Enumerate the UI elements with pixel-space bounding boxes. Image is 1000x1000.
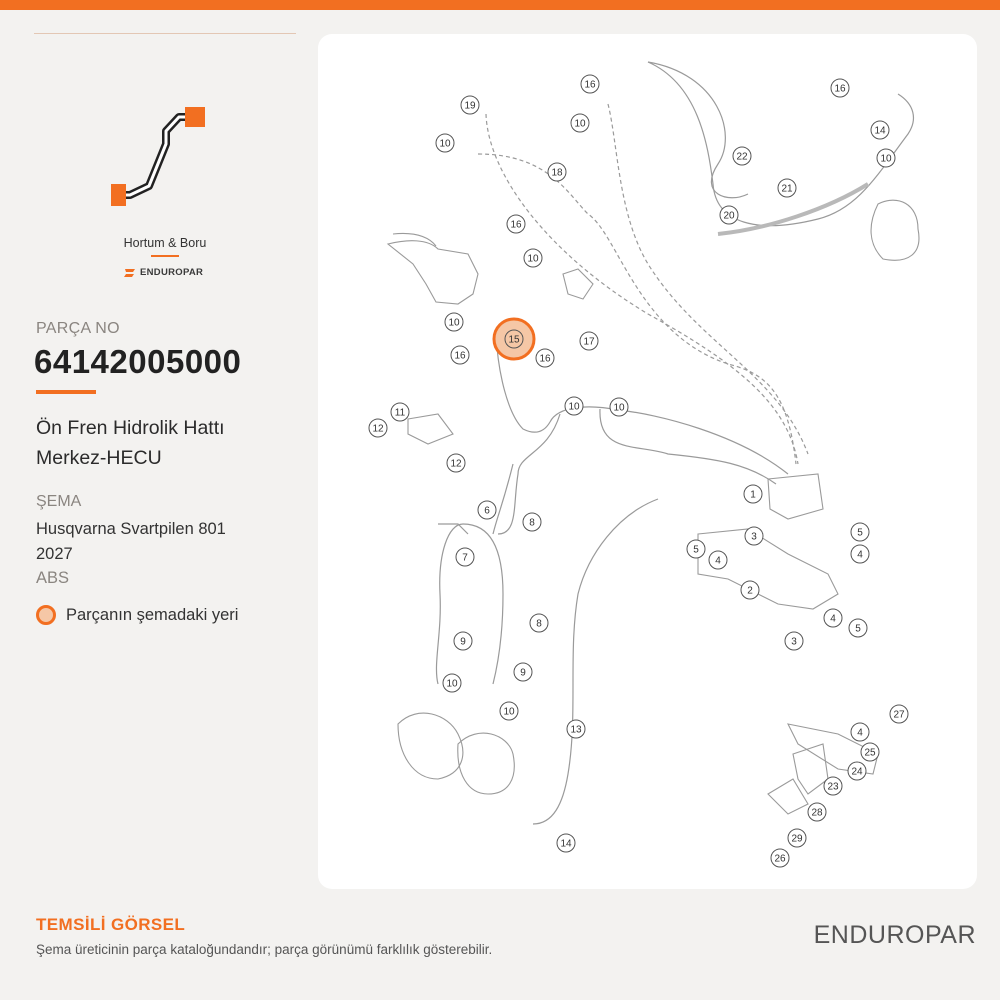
callout-label: 3	[791, 636, 797, 648]
brand-mini	[124, 267, 203, 278]
callout-label: 15	[508, 334, 520, 346]
callout-label: 8	[536, 618, 542, 630]
category-label: Hortum & Boru	[123, 236, 207, 250]
callout-label: 18	[551, 167, 563, 179]
callout-label: 19	[464, 100, 476, 112]
schema-model-line-1: Husqvarna Svartpilen 801	[36, 520, 226, 538]
callout-label: 8	[529, 517, 535, 529]
callout-label: 28	[811, 807, 823, 819]
callout-label: 4	[715, 555, 721, 567]
callout-label: 23	[827, 781, 839, 793]
callout-label: 5	[857, 527, 863, 539]
part-number: 64142005000	[34, 343, 242, 380]
callout-label: 4	[857, 727, 863, 739]
callout-label: 20	[723, 210, 735, 222]
callout-label: 16	[834, 83, 846, 95]
brake-line-hecu-b	[600, 409, 776, 484]
hecu-unit	[768, 474, 823, 519]
callout-label: 14	[560, 838, 572, 850]
part-name-line-1: Ön Fren Hidrolik Hattı	[36, 417, 225, 439]
component-outlines	[388, 200, 919, 814]
callout-label: 16	[510, 219, 522, 231]
legend	[36, 605, 238, 625]
callout-label: 11	[394, 407, 406, 419]
callout-label: 17	[583, 336, 595, 348]
callout-label: 10	[568, 401, 580, 413]
callout-label: 1	[750, 489, 756, 501]
highlight-marker-icon	[36, 605, 56, 625]
part-number-label: PARÇA NO	[36, 320, 120, 337]
callout-label: 12	[450, 458, 462, 470]
footer-brand: ENDUROPAR	[813, 921, 976, 949]
schema-label: ŞEMA	[36, 493, 82, 510]
rear-hose-13	[533, 499, 658, 824]
callout-label: 6	[484, 505, 490, 517]
part-name-line-2: Merkez-HECU	[36, 447, 162, 469]
callout-label: 25	[864, 747, 876, 759]
exploded-view-diagram	[318, 34, 977, 889]
callout-group	[369, 75, 908, 867]
callout-label: 10	[574, 118, 586, 130]
hose-clamp-11	[408, 414, 453, 444]
callout-label: 4	[830, 613, 836, 625]
callout-label: 10	[503, 706, 515, 718]
schema-model	[36, 517, 298, 567]
callout-label: 22	[736, 151, 748, 163]
parts-diagram[interactable]	[318, 34, 977, 889]
callout-label: 5	[693, 544, 699, 556]
schema-variant: ABS	[36, 569, 70, 587]
brake-line-dashed-a	[486, 114, 798, 464]
category-underline	[151, 255, 179, 257]
callout-label: 2	[747, 585, 753, 597]
callout-label: 21	[781, 183, 793, 195]
brand-logo-icon	[124, 268, 136, 278]
callout-label: 10	[446, 678, 458, 690]
callout-label: 10	[448, 317, 460, 329]
front-hose-feed	[493, 464, 513, 534]
callout-label: 16	[454, 350, 466, 362]
callout-label: 16	[539, 353, 551, 365]
callout-label: 14	[874, 125, 886, 137]
front-hose-right	[463, 524, 503, 684]
legend-text: Parçanın şemadaki yeri	[66, 605, 239, 624]
front-master-cylinder	[388, 241, 478, 304]
rear-line-top	[648, 62, 748, 198]
brake-line-dashed-c	[608, 104, 808, 454]
callout-label: 10	[527, 253, 539, 265]
brand-mini-text: ENDUROPAR	[140, 267, 204, 278]
brake-line-dashed-b	[478, 151, 796, 464]
callout-label: 13	[570, 724, 582, 736]
footer-note: Şema üreticinin parça kataloğundandır; parça görünümü farklılık gösterebilir.	[36, 942, 493, 957]
rear-line-22	[648, 62, 913, 226]
callout-label: 16	[584, 79, 596, 91]
callout-label: 10	[439, 138, 451, 150]
rear-master-cylinder	[563, 269, 593, 299]
callout-label: 27	[893, 709, 905, 721]
front-caliper-left	[398, 713, 463, 779]
brake-line-hecu-front	[550, 407, 788, 474]
callout-label: 24	[851, 766, 863, 778]
callout-label: 3	[751, 531, 757, 543]
callout-label: 9	[460, 636, 466, 648]
front-hose-left	[436, 524, 463, 684]
callout-label: 5	[855, 623, 861, 635]
part-number-underline	[36, 390, 96, 394]
sidebar-divider	[34, 33, 296, 34]
schema-model-line-2: 2027	[36, 545, 73, 563]
callout-label: 10	[613, 402, 625, 414]
callout-label: 7	[462, 552, 468, 564]
callout-label: 9	[520, 667, 526, 679]
callout-label: 26	[774, 853, 786, 865]
callout-label: 29	[791, 833, 803, 845]
hose-pipe-icon	[110, 99, 220, 214]
callout-label: 4	[857, 549, 863, 561]
callout-label: 12	[372, 423, 384, 435]
front-caliper-right	[458, 733, 514, 794]
part-name	[36, 413, 298, 473]
footer-title: TEMSİLİ GÖRSEL	[36, 915, 186, 934]
callout-label: 10	[880, 153, 892, 165]
top-accent-bar	[0, 0, 1000, 10]
rear-caliper	[871, 200, 919, 260]
